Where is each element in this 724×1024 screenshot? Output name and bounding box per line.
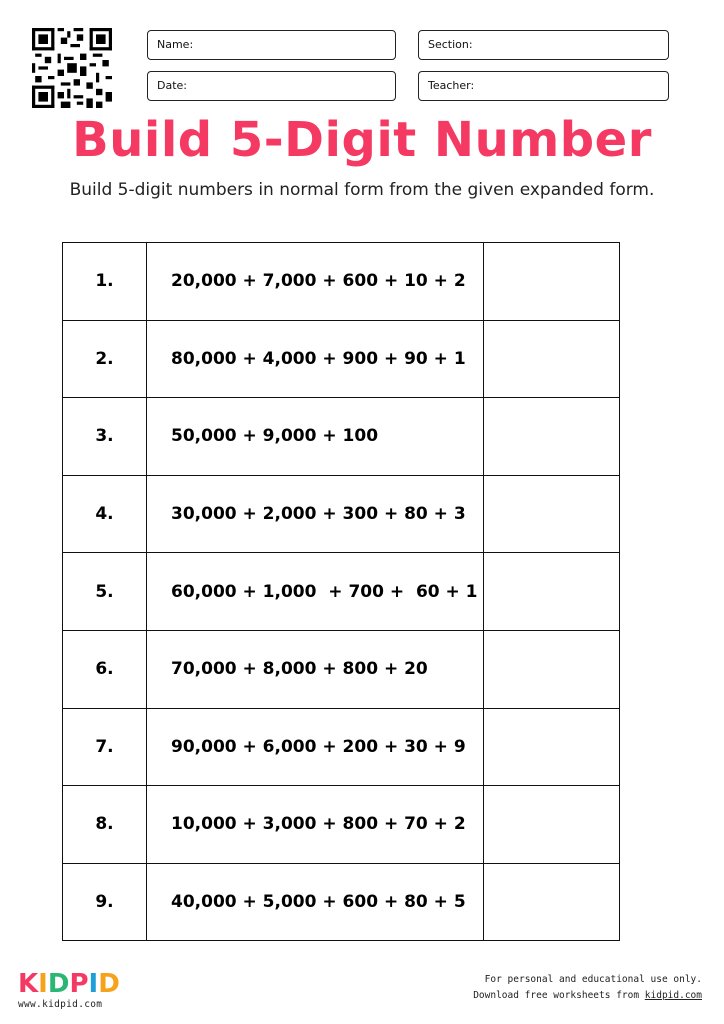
section-field-label: Section: (428, 38, 473, 51)
worksheet-table (62, 242, 620, 941)
expanded-form: 80,000 + 4,000 + 900 + 90 + 1 (147, 320, 484, 398)
table-row (63, 475, 620, 553)
name-field-label: Name: (157, 38, 194, 51)
answer-cell[interactable] (484, 243, 620, 321)
table-row (63, 553, 620, 631)
logo-url: www.kidpid.com (18, 999, 103, 1010)
table-row (63, 786, 620, 864)
problem-number: 3. (63, 398, 147, 476)
table-row (63, 708, 620, 786)
expanded-form: 40,000 + 5,000 + 600 + 80 + 5 (147, 863, 484, 941)
problem-number: 7. (63, 708, 147, 786)
expanded-form: 70,000 + 8,000 + 800 + 20 (147, 630, 484, 708)
answer-cell[interactable] (484, 553, 620, 631)
teacher-field-label: Teacher: (428, 79, 475, 92)
date-field[interactable] (147, 71, 396, 101)
table-row (63, 398, 620, 476)
problem-number: 8. (63, 786, 147, 864)
answer-cell[interactable] (484, 863, 620, 941)
page-title: Build 5-Digit Number (72, 112, 652, 168)
problem-number: 4. (63, 475, 147, 553)
kidpid-logo (18, 968, 120, 999)
table-row (63, 863, 620, 941)
section-field[interactable] (418, 30, 669, 60)
footer-line-1: For personal and educational use only. (484, 974, 702, 985)
answer-cell[interactable] (484, 475, 620, 553)
answer-cell[interactable] (484, 398, 620, 476)
problem-number: 2. (63, 320, 147, 398)
expanded-form: 60,000 + 1,000 + 700 + 60 + 1 (147, 553, 484, 631)
teacher-field[interactable] (418, 71, 669, 101)
qr-code-icon (32, 28, 112, 108)
problem-number: 1. (63, 243, 147, 321)
expanded-form: 20,000 + 7,000 + 600 + 10 + 2 (147, 243, 484, 321)
problem-number: 6. (63, 630, 147, 708)
footer-note (473, 972, 702, 1004)
footer-line-2-prefix: Download free worksheets from (473, 990, 645, 1001)
problem-number: 5. (63, 553, 147, 631)
answer-cell[interactable] (484, 708, 620, 786)
footer-line-2 (473, 988, 702, 1004)
date-field-label: Date: (157, 79, 187, 92)
answer-cell[interactable] (484, 786, 620, 864)
answer-cell[interactable] (484, 320, 620, 398)
problem-number: 9. (63, 863, 147, 941)
name-field[interactable] (147, 30, 396, 60)
expanded-form: 90,000 + 6,000 + 200 + 30 + 9 (147, 708, 484, 786)
svg-text:KIDPID: KIDPID (18, 969, 120, 999)
expanded-form: 50,000 + 9,000 + 100 (147, 398, 484, 476)
table-row (63, 630, 620, 708)
table-row (63, 320, 620, 398)
kidpid-link[interactable]: kidpid.com (644, 990, 702, 1001)
expanded-form: 10,000 + 3,000 + 800 + 70 + 2 (147, 786, 484, 864)
instructions: Build 5-digit numbers in normal form from the given expanded form. (69, 180, 655, 200)
answer-cell[interactable] (484, 630, 620, 708)
table-row (63, 243, 620, 321)
expanded-form: 30,000 + 2,000 + 300 + 80 + 3 (147, 475, 484, 553)
